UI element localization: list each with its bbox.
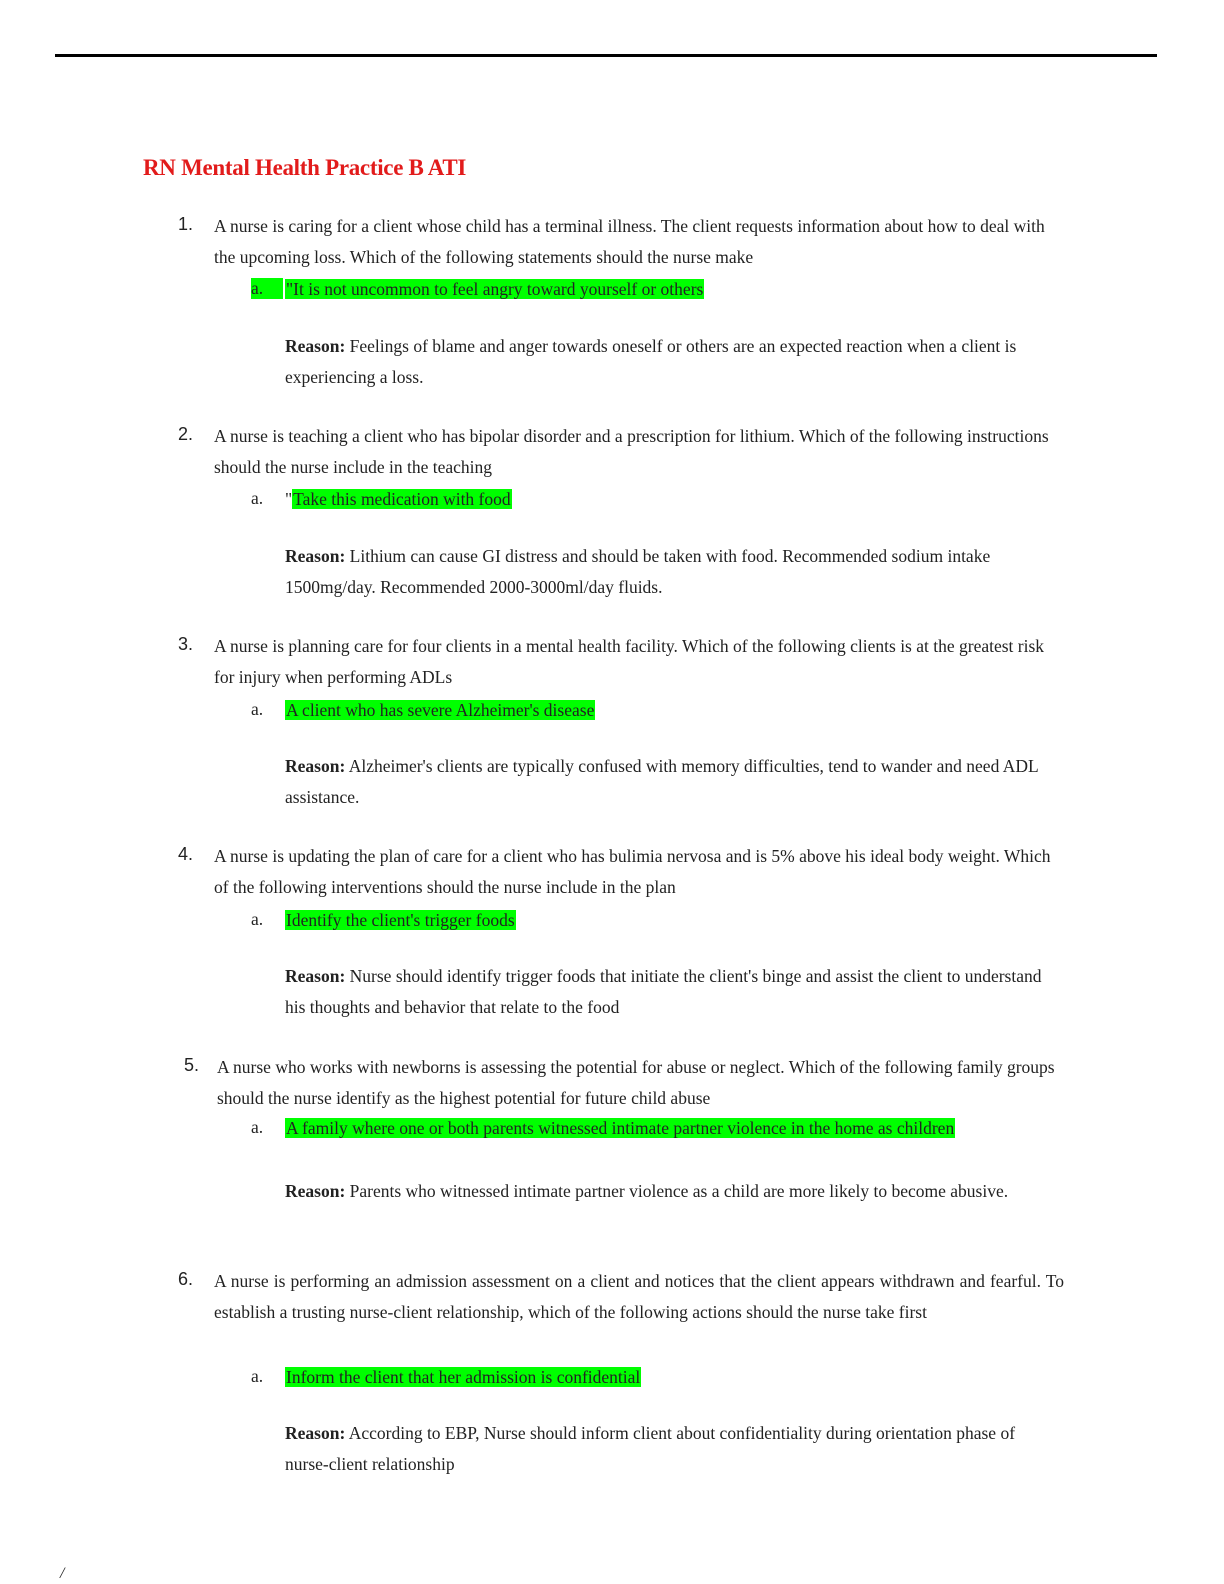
answer-highlight: Take this medication with food — [293, 489, 511, 509]
reason-label: Reason: — [285, 336, 346, 356]
reason-label: Reason: — [285, 966, 346, 986]
reason-label: Reason: — [285, 1423, 346, 1443]
reason-label: Reason: — [285, 1181, 346, 1201]
answer-highlight: Inform the client that her admission is confidential — [286, 1367, 641, 1387]
answer-prefix: " — [285, 489, 293, 509]
reason-text: Feelings of blame and anger towards oneself or others are an expected reaction when a client is experiencing a loss. — [285, 336, 1017, 387]
reason — [285, 331, 1060, 393]
answer-letter: a. — [251, 1366, 264, 1386]
question-text: A nurse is planning care for four clients in a mental health facility. Which of the following clients is at the greatest risk for injury when performing ADLs — [214, 636, 1045, 687]
answer-text — [285, 488, 512, 510]
answer-letter: a. — [251, 699, 264, 719]
answer-letter: a. — [251, 909, 264, 929]
reason-text: Lithium can cause GI distress and should be taken with food. Recommended sodium intake 1500mg/day. Recommended 2000-3000ml/day fluids. — [285, 546, 991, 597]
answer-text — [285, 278, 704, 300]
answer-text — [285, 909, 516, 931]
top-rule — [55, 54, 1157, 57]
reason — [285, 961, 1060, 1023]
answer-letter: a. — [251, 278, 283, 299]
question-text: A nurse is caring for a client whose child has a terminal illness. The client requests information about how to deal with the upcoming loss. Which of the following statements should the nurse make — [214, 216, 1045, 267]
question-number: 1. — [178, 214, 194, 234]
reason — [285, 541, 1060, 603]
answer-text — [285, 699, 595, 721]
reason-label: Reason: — [285, 546, 346, 566]
reason — [285, 1418, 1060, 1480]
question-number: 4. — [178, 844, 194, 864]
answer-highlight: A client who has severe Alzheimer's disease — [286, 700, 595, 720]
question-text: A nurse is updating the plan of care for a client who has bulimia nervosa and is 5% above his ideal body weight. Which of the following interventions should the nurse include in the plan — [214, 846, 1051, 897]
question-text: A nurse is teaching a client who has bipolar disorder and a prescription for lithium. Which of the following instructions should the nurse include in the teaching — [214, 426, 1049, 477]
reason-text: Parents who witnessed intimate partner violence as a child are more likely to become abusive. — [349, 1181, 1009, 1201]
question-number: 6. — [178, 1269, 194, 1289]
answer-text — [285, 1366, 641, 1388]
answer-highlight: Identify the client's trigger foods — [286, 910, 515, 930]
page-title: RN Mental Health Practice B ATI — [143, 155, 467, 180]
question-number: 2. — [178, 424, 194, 444]
answer-highlight: "It is not uncommon to feel angry toward yourself or others — [286, 279, 704, 299]
reason-text: According to EBP, Nurse should inform client about confidentiality during orientation phase of nurse-client relationship — [285, 1423, 1016, 1474]
answer-text — [285, 1117, 955, 1139]
answer-highlight: A family where one or both parents witnessed intimate partner violence in the home as children — [286, 1118, 955, 1138]
question-number: 3. — [178, 634, 194, 654]
reason — [285, 1176, 1060, 1207]
answer-letter: a. — [251, 1117, 264, 1137]
page-footer-mark: / — [60, 1565, 65, 1582]
reason-label: Reason: — [285, 756, 346, 776]
question-number: 5. — [184, 1055, 200, 1075]
reason — [285, 751, 1060, 813]
question-text: A nurse is performing an admission assessment on a client and notices that the client appears withdrawn and fearful. To establish a trusting nurse-client relationship, which of the following actions should the nurse take first — [214, 1271, 1064, 1322]
reason-text: Alzheimer's clients are typically confused with memory difficulties, tend to wander and need ADL assistance. — [285, 756, 1039, 807]
question-text: A nurse who works with newborns is assessing the potential for abuse or neglect. Which of the following family groups should the nurse identify as the highest potential for future child abuse — [217, 1057, 1055, 1108]
reason-text: Nurse should identify trigger foods that initiate the client's binge and assist the client to understand his thoughts and behavior that relate to the food — [285, 966, 1042, 1017]
answer-letter: a. — [251, 488, 264, 508]
